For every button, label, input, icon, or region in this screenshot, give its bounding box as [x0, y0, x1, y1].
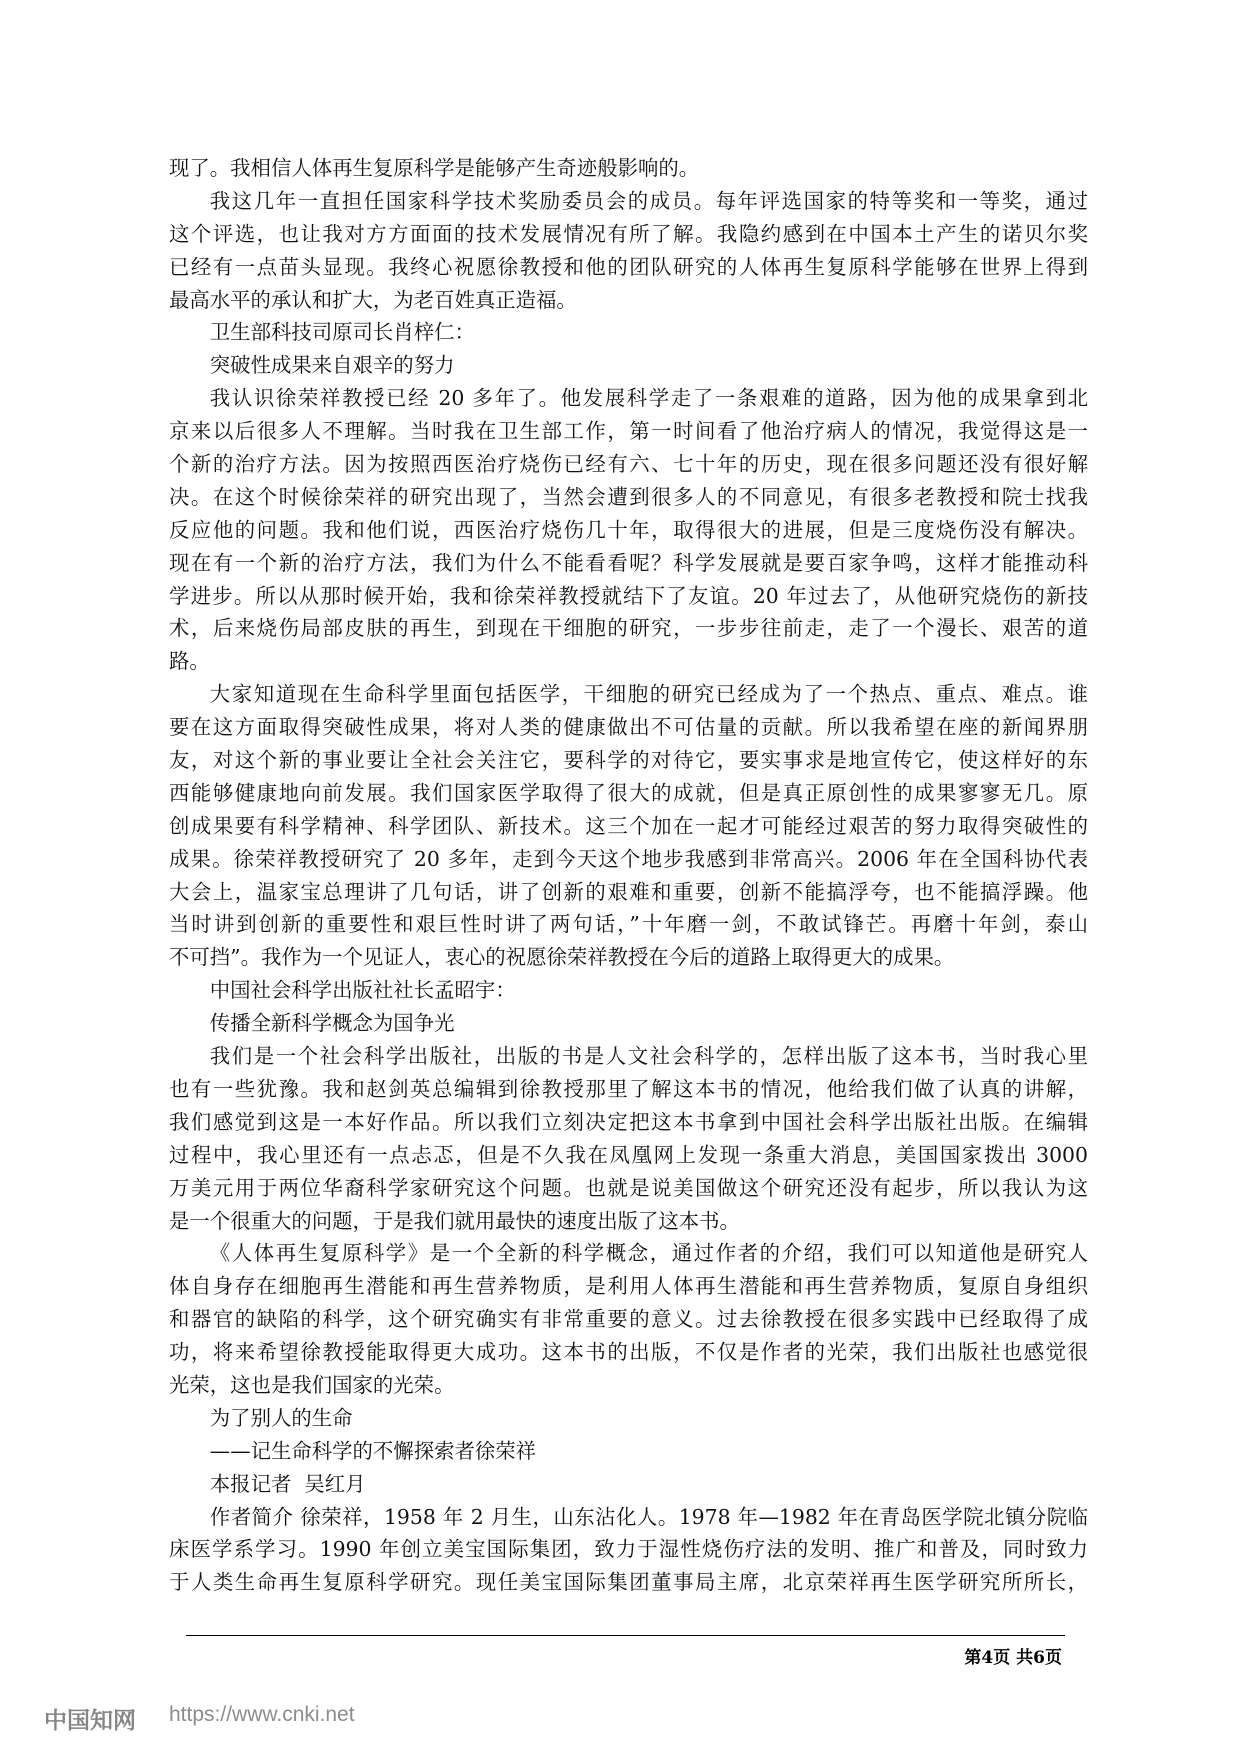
text-line: 要在这方面取得突破性成果，将对人类的健康做出不可估量的贡献。所以我希望在座的新闻界朋	[169, 715, 1088, 740]
text-line: 最高水平的承认和扩大，为老百姓真正造福。	[169, 287, 577, 312]
watermark-brand: 中国知网	[44, 1708, 136, 1734]
text-line: 和器官的缺陷的科学，这个研究确实有非常重要的意义。过去徐教授在很多实践中已经取得了成	[169, 1307, 1088, 1332]
text-line: 我认识徐荣祥教授已经 20 多年了。他发展科学走了一条艰难的道路，因为他的成果拿到北	[209, 386, 1088, 411]
section-title	[169, 1007, 1088, 1040]
text-line: 为了别人的生命	[209, 1405, 353, 1430]
text-line: 这个评选，也让我对方方面面的技术发展情况有所了解。我隐约感到在中国本土产生的诺贝尔奖	[169, 221, 1088, 246]
text-line: 术，后来烧伤局部皮肤的再生，到现在干细胞的研究，一步步往前走，走了一个漫长、艰苦的道	[169, 616, 1088, 641]
text-line: 现了。我相信人体再生复原科学是能够产生奇迹般影响的。	[169, 156, 700, 180]
text-line: 西能够健康地向前发展。我们国家医学取得了很大的成就，但是真正原创性的成果寥寥无几。原	[169, 780, 1088, 805]
text-line: 决。在这个时候徐荣祥的研究出现了，当然会遭到很多人的不同意见，有很多老教授和院士找我	[169, 484, 1088, 509]
text-line: 个新的治疗方法。因为按照西医治疗烧伤已经有六、七十年的历史，现在很多问题还没有很好解	[169, 452, 1088, 477]
paragraph	[169, 1237, 1088, 1401]
footer-divider	[186, 1635, 1065, 1636]
text-line: 京来以后很多人不理解。当时我在卫生部工作，第一时间看了他治疗病人的情况，我觉得这是一	[169, 419, 1088, 444]
text-line: 友，对这个新的事业要让全社会关注它，要科学的对待它，要实事求是地宣传它，使这样好的东	[169, 748, 1088, 773]
article-subtitle	[169, 1435, 1088, 1468]
text-line: 学进步。所以从那时候开始，我和徐荣祥教授就结下了友谊。20 年过去了，从他研究烧伤的新技	[169, 583, 1088, 608]
page-body	[169, 152, 1088, 1599]
text-line: ——记生命科学的不懈探索者徐荣祥	[209, 1438, 537, 1463]
text-line: 光荣，这也是我们国家的光荣。	[169, 1372, 455, 1397]
text-line: 当时讲到创新的重要性和艰巨性时讲了两句话，”十年磨一剑，不敢试锋芒。再磨十年剑，泰山	[169, 912, 1088, 937]
paragraph-continued	[169, 152, 1088, 185]
text-line: 反应他的问题。我和他们说，西医治疗烧伤几十年，取得很大的进展，但是三度烧伤没有解决。	[169, 517, 1088, 542]
page-number: 第4页 共6页	[964, 1648, 1062, 1668]
text-line: 已经有一点苗头显现。我终心祝愿徐教授和他的团队研究的人体再生复原科学能够在世界上得到	[169, 254, 1088, 279]
text-line: 大家知道现在生命科学里面包括医学，干细胞的研究已经成为了一个热点、重点、难点。谁	[209, 682, 1088, 707]
byline	[169, 1468, 1088, 1501]
text-line: 我们感觉到这是一本好作品。所以我们立刻决定把这本书拿到中国社会科学出版社出版。在编辑	[169, 1109, 1088, 1134]
author-bio	[169, 1501, 1088, 1600]
text-line: 大会上，温家宝总理讲了几句话，讲了创新的艰难和重要，创新不能搞浮夸，也不能搞浮躁。他	[169, 879, 1088, 904]
watermark-url: https://www.cnki.net	[169, 1703, 355, 1726]
text-line: 是一个很重大的问题，于是我们就用最快的速度出版了这本书。	[169, 1208, 740, 1233]
paragraph	[169, 678, 1088, 974]
text-line: 我们是一个社会科学出版社，出版的书是人文社会科学的，怎样出版了这本书，当时我心里	[209, 1044, 1088, 1069]
text-line: 路。	[169, 649, 210, 674]
article-title	[169, 1402, 1088, 1435]
text-line: 过程中，我心里还有一点忐忑，但是不久我在凤凰网上发现一条重大消息，美国国家拨出 3000	[169, 1142, 1088, 1167]
text-line: 于人类生命再生复原科学研究。现任美宝国际集团董事局主席，北京荣祥再生医学研究所所长，	[169, 1570, 1088, 1595]
text-line: 作者简介 徐荣祥，1958 年 2 月生，山东沾化人。1978 年—1982 年在青岛医学院北镇分院临	[209, 1504, 1088, 1529]
text-line: 现在有一个新的治疗方法，我们为什么不能看看呢？科学发展就是要百家争鸣，这样才能推动科	[169, 550, 1088, 575]
speaker-title	[169, 316, 1088, 349]
text-line: 也有一些犹豫。我和赵剑英总编辑到徐教授那里了解这本书的情况，他给我们做了认真的讲解，	[169, 1076, 1088, 1101]
text-line: 成果。徐荣祥教授研究了 20 多年，走到今天这个地步我感到非常高兴。2006 年在全国科协代表	[169, 846, 1088, 871]
paragraph	[169, 382, 1088, 678]
section-title	[169, 349, 1088, 382]
text-line: 床医学系学习。1990 年创立美宝国际集团，致力于湿性烧伤疗法的发明、推广和普及，同时致力	[169, 1537, 1088, 1562]
text-line: 本报记者 吴红月	[209, 1471, 366, 1496]
text-line: 卫生部科技司原司长肖梓仁：	[209, 320, 475, 345]
text-line: 突破性成果来自艰辛的努力	[209, 353, 455, 378]
speaker-title	[169, 974, 1088, 1007]
paragraph	[169, 185, 1088, 317]
text-line: 我这几年一直担任国家科学技术奖励委员会的成员。每年评选国家的特等奖和一等奖，通过	[209, 188, 1088, 213]
paragraph	[169, 1040, 1088, 1237]
text-line: 体自身存在细胞再生潜能和再生营养物质，是利用人体再生潜能和再生营养物质，复原自身组织	[169, 1274, 1088, 1299]
text-line: 万美元用于两位华裔科学家研究这个问题。也就是说美国做这个研究还没有起步，所以我认为这	[169, 1175, 1088, 1200]
text-line: 《人体再生复原科学》是一个全新的科学概念，通过作者的介绍，我们可以知道他是研究人	[209, 1241, 1088, 1266]
text-line: 传播全新科学概念为国争光	[209, 1011, 455, 1036]
text-line: 中国社会科学出版社社长孟昭宇：	[209, 978, 516, 1003]
text-line: 不可挡”。我作为一个见证人，衷心的祝愿徐荣祥教授在今后的道路上取得更大的成果。	[169, 945, 955, 970]
text-line: 功，将来希望徐教授能取得更大成功。这本书的出版，不仅是作者的光荣，我们出版社也感觉很	[169, 1340, 1088, 1365]
text-line: 创成果要有科学精神、科学团队、新技术。这三个加在一起才可能经过艰苦的努力取得突破性的	[169, 813, 1088, 838]
